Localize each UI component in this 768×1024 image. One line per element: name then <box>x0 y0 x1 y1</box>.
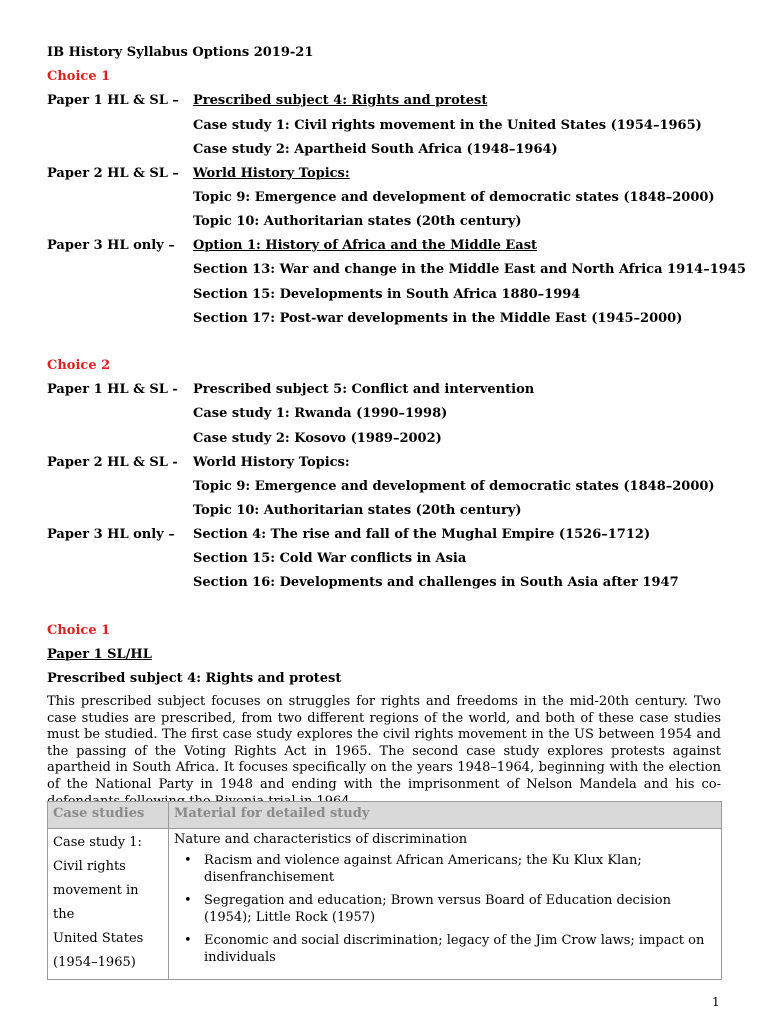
material-list <box>174 852 716 966</box>
syllabus-item: Topic 9: Emergence and development of democratic states (1848–2000) <box>193 479 715 494</box>
description-paragraph: This prescribed subject focuses on struggles for rights and freedoms in the mid-20th century. Two case studies are prescribed, from two different regions of the world, and both of these case studies must be studied. The first case study explores the civil rights movement in the US between 1954 and the passing of the Voting Rights Act in 1965. The second case study explores protests against apartheid in South Africa. It focuses specifically on the years 1948–1964, beginning with the election of the National Party in 1948 and ending with the imprisonment of Nelson Mandela and his co- <box>47 694 721 792</box>
paper-label: Paper 2 HL & SL – <box>47 166 179 181</box>
syllabus-heading: World History Topics: <box>193 455 350 470</box>
paper-label: Paper 1 HL & SL – <box>47 93 179 108</box>
bullet-icon: • <box>184 853 192 868</box>
syllabus-heading: Prescribed subject 5: Conflict and intervention <box>193 382 535 397</box>
list-item-text: Segregation and education; Brown versus Board of Education decision (1954); Little Rock (1957) <box>204 893 672 925</box>
material-intro: Nature and characteristics of discrimination <box>174 832 468 847</box>
syllabus-item: Section 16: Developments and challenges in South Asia after 1947 <box>193 575 679 590</box>
table-row <box>48 829 722 980</box>
choice-heading: Choice 2 <box>47 358 111 373</box>
case-study-line: (1954–1965) <box>53 955 136 970</box>
case-study-cell <box>48 829 169 980</box>
paper-label: Paper 3 HL only – <box>47 238 175 253</box>
syllabus-item: Case study 1: Civil rights movement in the United States (1954–1965) <box>193 118 702 133</box>
choice-heading: Choice 1 <box>47 623 111 638</box>
syllabus-item: Topic 10: Authoritarian states (20th century) <box>193 214 522 229</box>
table-header-material: Material for detailed study <box>169 802 722 829</box>
choice-heading: Choice 1 <box>47 69 111 84</box>
list-item-text: Economic and social discrimination; legacy of the Jim Crow laws; impact on individuals <box>204 933 705 965</box>
case-study-table <box>47 801 722 980</box>
list-item <box>184 852 716 886</box>
syllabus-item: Section 13: War and change in the Middle East and North Africa 1914–1945 <box>193 262 746 277</box>
document-title: IB History Syllabus Options 2019-21 <box>47 45 314 60</box>
syllabus-item: Case study 1: Rwanda (1990–1998) <box>193 406 448 421</box>
paper-heading: Paper 1 SL/HL <box>47 647 152 662</box>
syllabus-item: Topic 10: Authoritarian states (20th century) <box>193 503 522 518</box>
syllabus-item: Section 4: The rise and fall of the Mughal Empire (1526–1712) <box>193 527 651 542</box>
case-study-line: United States <box>53 931 144 946</box>
paper-label: Paper 3 HL only – <box>47 527 175 542</box>
paper-label: Paper 1 HL & SL - <box>47 382 178 397</box>
syllabus-heading: World History Topics: <box>193 166 350 181</box>
syllabus-item: Section 15: Developments in South Africa 1880–1994 <box>193 287 581 302</box>
subject-heading: Prescribed subject 4: Rights and protest <box>47 671 342 686</box>
page-number: 1 <box>712 995 720 1009</box>
list-item <box>184 892 716 926</box>
case-study-line: Civil rights <box>53 859 126 874</box>
material-cell <box>169 829 722 980</box>
syllabus-item: Case study 2: Apartheid South Africa (1948–1964) <box>193 142 558 157</box>
case-study-line: movement in the <box>53 883 139 922</box>
case-study-line: Case study 1: <box>53 835 142 850</box>
bullet-icon: • <box>184 893 192 908</box>
table-header-row <box>48 802 722 829</box>
bullet-icon: • <box>184 933 192 948</box>
syllabus-heading: Option 1: History of Africa and the Middle East <box>193 238 538 253</box>
table-header-case-studies: Case studies <box>48 802 169 829</box>
syllabus-item: Section 15: Cold War conflicts in Asia <box>193 551 467 566</box>
list-item-text: Racism and violence against African Americans; the Ku Klux Klan; disenfranchisement <box>204 853 642 885</box>
syllabus-heading: Prescribed subject 4: Rights and protest <box>193 93 488 108</box>
syllabus-item: Case study 2: Kosovo (1989–2002) <box>193 431 442 446</box>
syllabus-item: Topic 9: Emergence and development of democratic states (1848–2000) <box>193 190 715 205</box>
list-item <box>184 932 716 966</box>
paper-label: Paper 2 HL & SL - <box>47 455 178 470</box>
syllabus-item: Section 17: Post-war developments in the Middle East (1945–2000) <box>193 311 683 326</box>
